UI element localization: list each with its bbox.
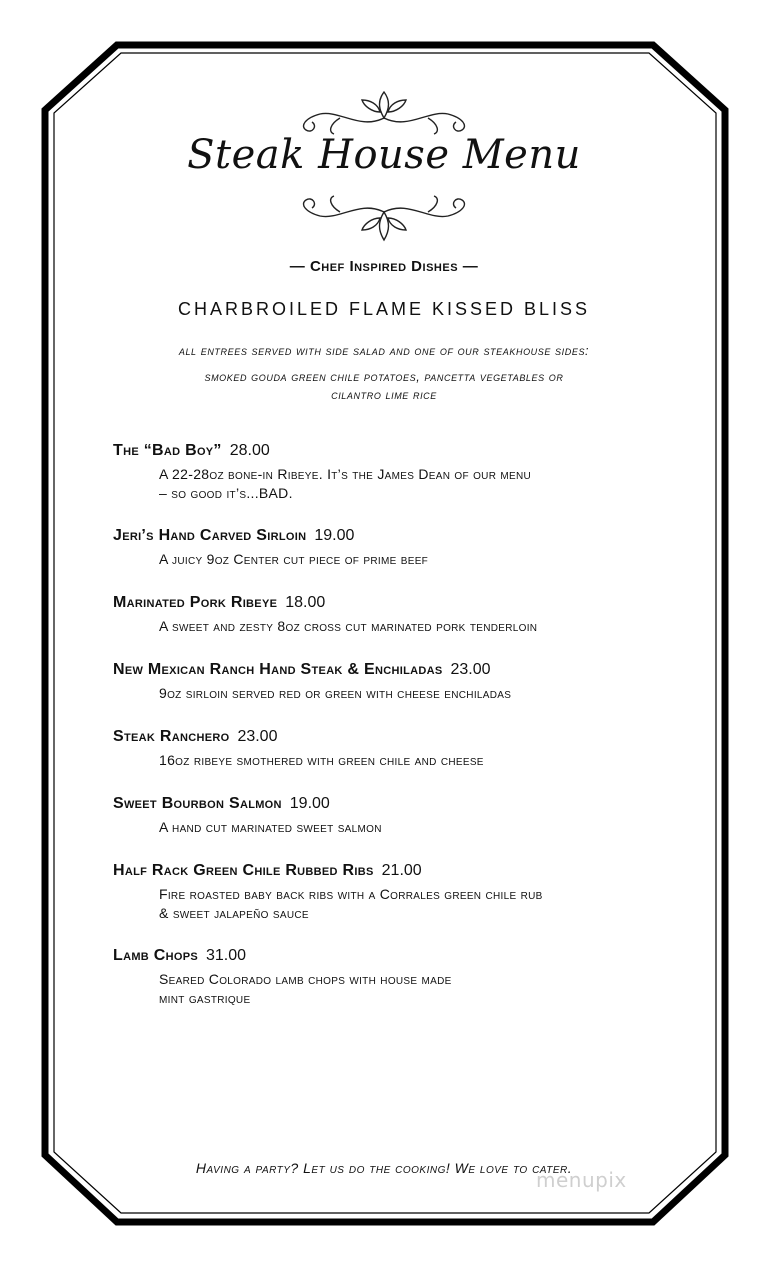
- item-description: mint gastrique: [159, 990, 251, 1006]
- sides-note-line-1: all entrees served with side salad and one of our steakhouse sides:: [178, 344, 590, 358]
- item-name: The “Bad Boy”: [113, 442, 222, 459]
- item-description: A hand cut marinated sweet salmon: [159, 819, 382, 835]
- item-name: Sweet Bourbon Salmon: [113, 795, 282, 812]
- item-description: A juicy 9oz Center cut piece of prime beef: [159, 551, 429, 567]
- catering-footer: Having a party? Let us do the cooking! We love to cater.: [195, 1160, 573, 1176]
- item-name: New Mexican Ranch Hand Steak & Enchiladas: [113, 661, 443, 678]
- section-label: — Chef Inspired Dishes —: [289, 258, 479, 275]
- menu-title: Steak House Menu: [187, 132, 581, 178]
- item-price: 19.00: [314, 527, 355, 544]
- top-flourish-ornament: [304, 92, 465, 134]
- item-price: 31.00: [206, 947, 247, 964]
- item-price: 21.00: [381, 862, 422, 879]
- menu-item: [113, 526, 673, 569]
- menu-item: [113, 660, 673, 703]
- item-description: A 22-28oz bone-in Ribeye. It’s the James Dean of our menu: [159, 466, 532, 482]
- sides-note-line-2: smoked gouda green chile potatoes, pancetta vegetables or: [204, 370, 564, 384]
- menu-item: [113, 441, 673, 503]
- item-description: Fire roasted baby back ribs with a Corrales green chile rub: [159, 886, 543, 902]
- menu-item: [113, 946, 673, 1008]
- item-price: 23.00: [450, 661, 491, 678]
- menu-item: [113, 861, 673, 923]
- item-description: & sweet jalapeño sauce: [159, 905, 309, 921]
- item-name: Lamb Chops: [113, 947, 198, 964]
- item-price: 18.00: [285, 594, 326, 611]
- menu-tagline: CHARBROILED FLAME KISSED BLISS: [177, 299, 591, 319]
- bottom-flourish-ornament: [304, 196, 465, 240]
- item-price: 23.00: [237, 728, 278, 745]
- item-description: 16oz ribeye smothered with green chile and cheese: [159, 752, 484, 768]
- item-description: A sweet and zesty 8oz cross cut marinated pork tenderloin: [159, 618, 538, 634]
- watermark: menupix: [536, 1168, 627, 1192]
- item-name: Marinated Pork Ribeye: [113, 594, 278, 611]
- sides-note-line-3: cilantro lime rice: [331, 388, 437, 402]
- item-name: Jeri’s Hand Carved Sirloin: [113, 527, 307, 544]
- item-description: Seared Colorado lamb chops with house made: [159, 971, 452, 987]
- menu-item: [113, 593, 673, 636]
- item-description: – so good it’s...BAD.: [159, 485, 293, 501]
- menu-item: [113, 727, 673, 770]
- item-description: 9oz sirloin served red or green with cheese enchiladas: [159, 685, 512, 701]
- item-price: 28.00: [229, 442, 270, 459]
- item-name: Half Rack Green Chile Rubbed Ribs: [113, 862, 374, 879]
- item-price: 19.00: [289, 795, 330, 812]
- item-name: Steak Ranchero: [113, 728, 230, 745]
- menu-item: [113, 794, 673, 837]
